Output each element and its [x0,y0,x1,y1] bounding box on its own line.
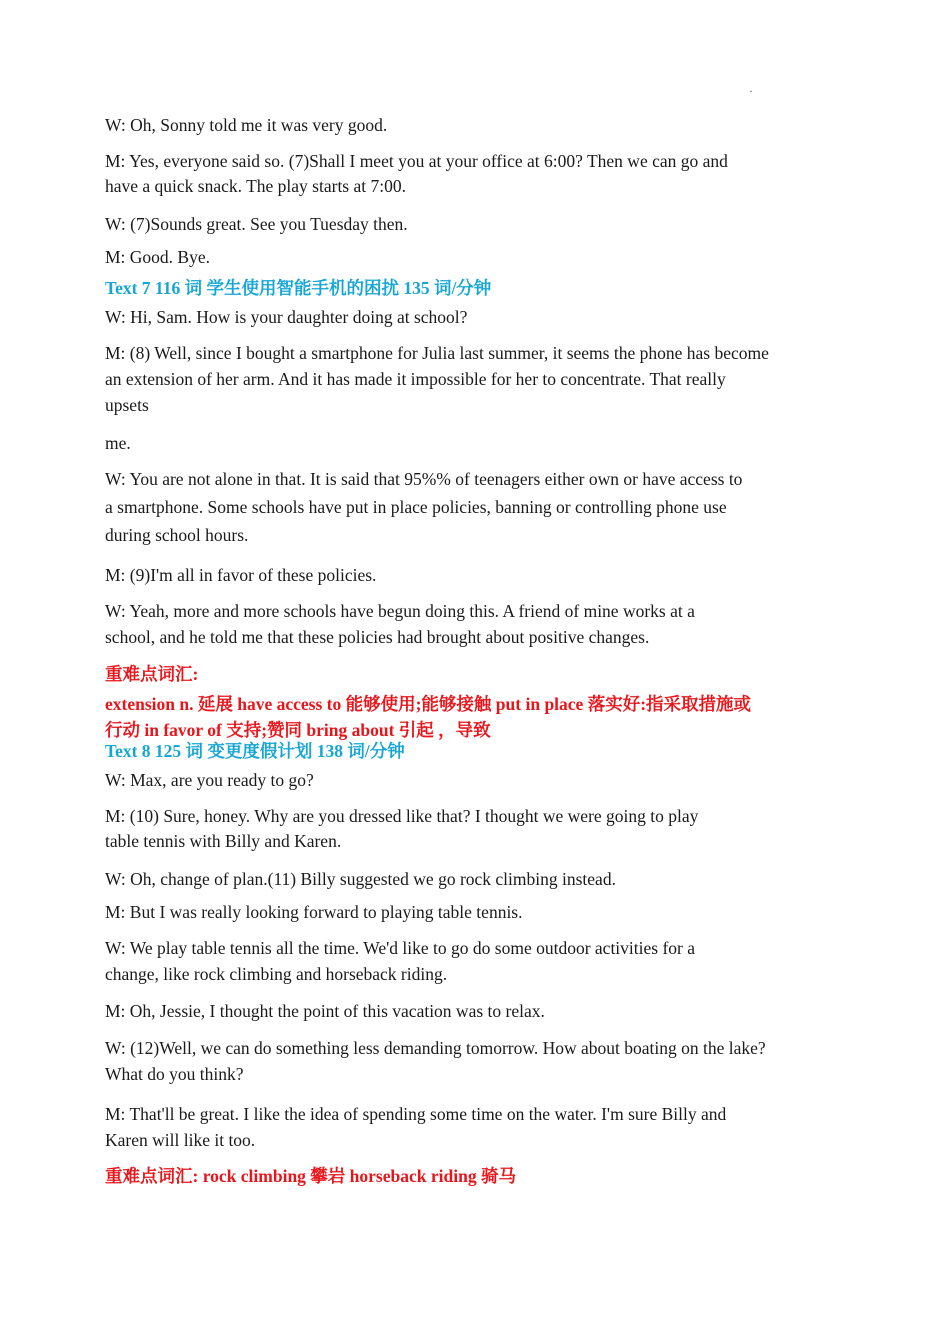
dialogue-line: M: That'll be great. I like the idea of spending some time on the water. I'm sure Billy and [105,1104,727,1124]
dialogue-line: table tennis with Billy and Karen. [105,831,342,851]
dialogue-line: M: But I was really looking forward to playing table tennis. [105,902,523,922]
section-heading-text8: Text 8 125 词 变更度假计划 138 词/分钟 [105,741,405,761]
dialogue-line: W: Oh, Sonny told me it was very good. [105,115,388,135]
dialogue-line: W: You are not alone in that. It is said that 95%% of teenagers either own or have access to [105,469,743,489]
page-top-mark: · [749,84,753,98]
section-heading-text7: Text 7 116 词 学生使用智能手机的困扰 135 词/分钟 [105,278,492,298]
dialogue-line: M: (8) Well, since I bought a smartphone for Julia last summer, it seems the phone has become [105,343,769,363]
dialogue-line: M: (10) Sure, honey. Why are you dressed like that? I thought we were going to play [105,806,699,826]
dialogue-line: W: We play table tennis all the time. We'd like to go do some outdoor activities for a [105,938,696,958]
dialogue-line: upsets [105,395,149,415]
dialogue-line: change, like rock climbing and horseback riding. [105,964,448,984]
dialogue-line: M: Yes, everyone said so. (7)Shall I meet you at your office at 6:00? Then we can go and [105,151,728,171]
dialogue-line: W: Oh, change of plan.(11) Billy suggested we go rock climbing instead. [105,869,616,889]
dialogue-line: W: Yeah, more and more schools have begun doing this. A friend of mine works at a [105,601,695,621]
dialogue-line: W: Max, are you ready to go? [105,770,314,790]
dialogue-line: a smartphone. Some schools have put in place policies, banning or controlling phone use [105,497,727,517]
dialogue-line: have a quick snack. The play starts at 7:00. [105,176,406,196]
dialogue-line: M: Oh, Jessie, I thought the point of this vacation was to relax. [105,1001,545,1021]
dialogue-line: an extension of her arm. And it has made it impossible for her to concentrate. That really [105,369,726,389]
vocab-line: 重难点词汇: rock climbing 攀岩 horseback riding 骑马 [105,1166,516,1186]
dialogue-line: What do you think? [105,1064,244,1084]
dialogue-line: W: Hi, Sam. How is your daughter doing at school? [105,307,468,327]
dialogue-line: Karen will like it too. [105,1130,256,1150]
dialogue-line: M: (9)I'm all in favor of these policies. [105,565,377,585]
vocab-line: extension n. 延展 have access to 能够使用;能够接触 put in place 落实好:指采取措施或 [105,694,752,714]
dialogue-line: me. [105,433,131,453]
dialogue-line: M: Good. Bye. [105,247,210,267]
dialogue-line: W: (12)Well, we can do something less demanding tomorrow. How about boating on the lake? [105,1038,766,1058]
vocab-heading: 重难点词汇: [105,664,199,684]
vocab-line: 行动 in favor of 支持;赞同 bring about 引起 ，导致 [105,720,491,740]
dialogue-line: during school hours. [105,525,249,545]
dialogue-line: school, and he told me that these policies had brought about positive changes. [105,627,650,647]
dialogue-line: W: (7)Sounds great. See you Tuesday then. [105,214,408,234]
